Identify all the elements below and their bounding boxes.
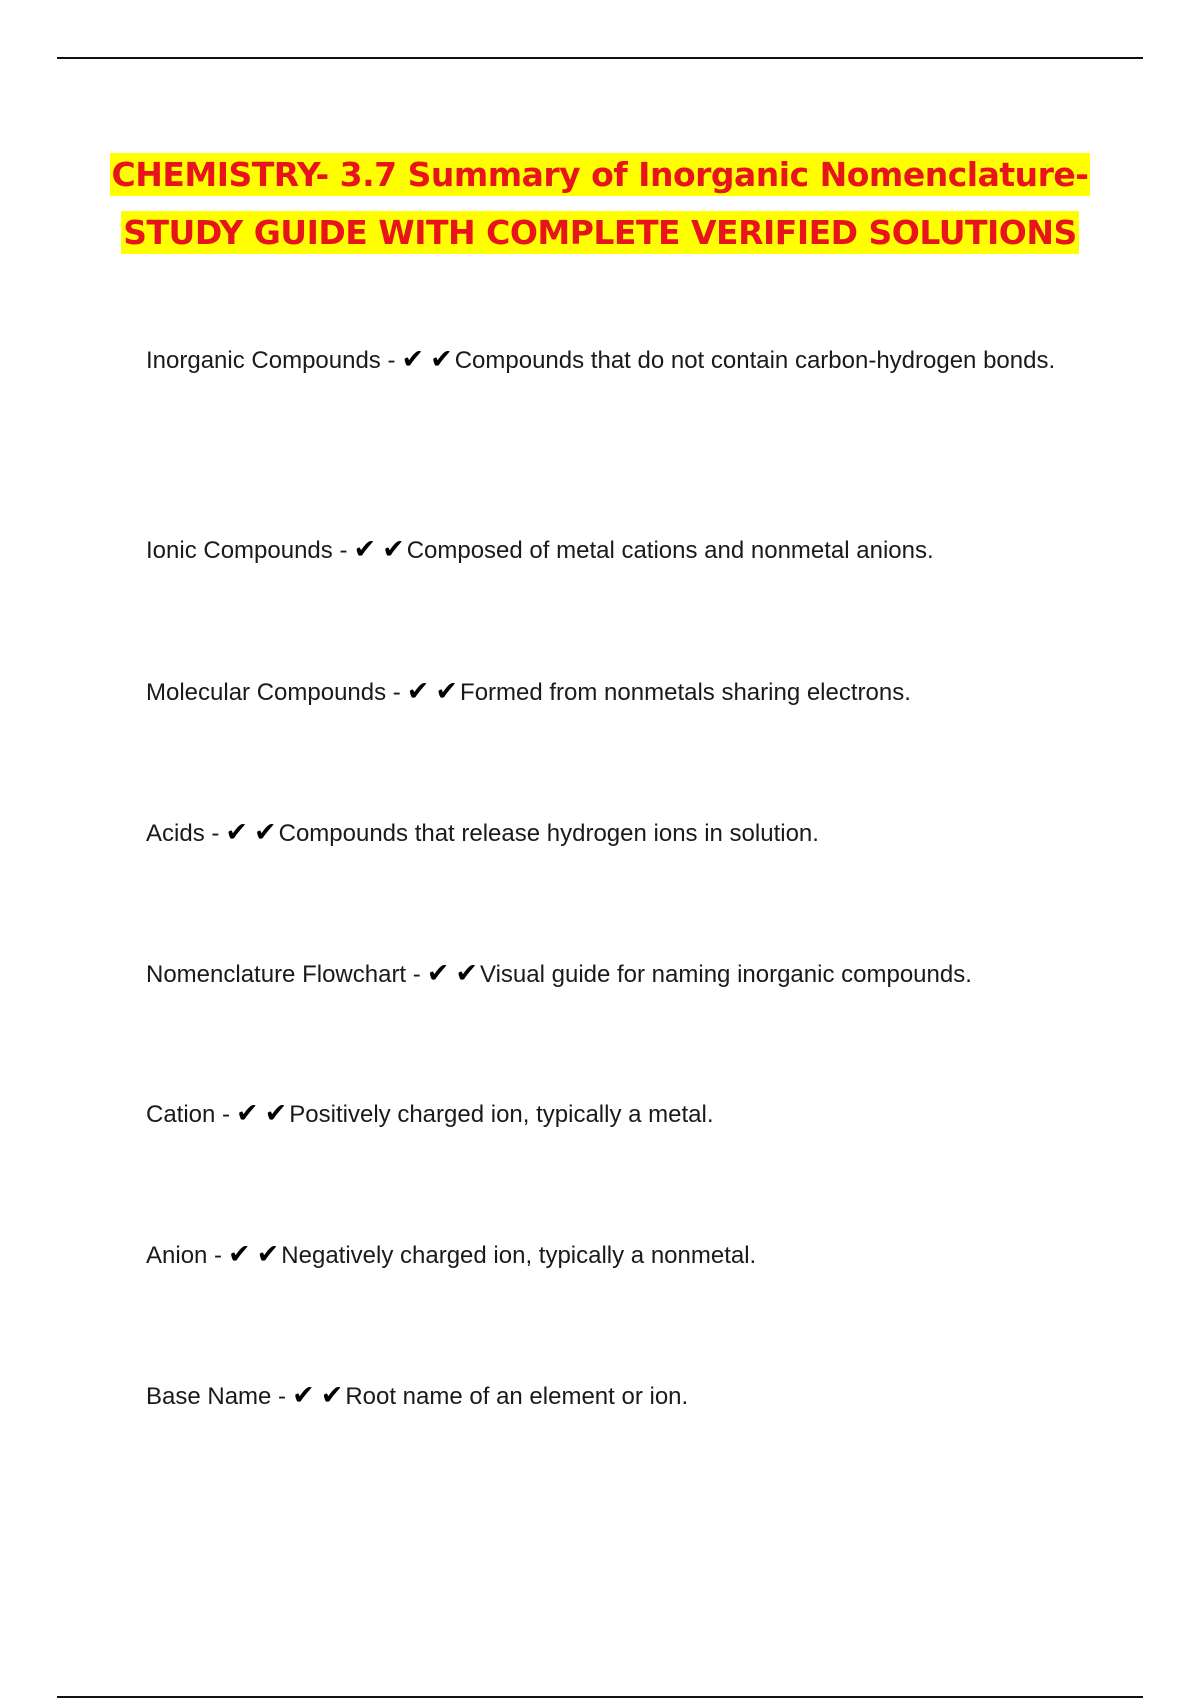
check-icon: ✔ xyxy=(455,958,479,989)
check-icon: ✔ xyxy=(401,344,425,375)
check-icon: ✔ xyxy=(406,676,430,707)
check-icon: ✔ xyxy=(228,1239,251,1270)
document-title xyxy=(80,146,1120,262)
entry-definition: Compounds that release hydrogen ions in solution. xyxy=(278,820,819,847)
entry-ionic-compounds xyxy=(146,524,1086,577)
entry-cation xyxy=(146,1088,1086,1141)
entry-definition: Visual guide for naming inorganic compounds. xyxy=(480,961,972,988)
bottom-rule xyxy=(57,1696,1143,1698)
entry-term: Base Name - xyxy=(146,1383,287,1410)
check-icon: ✔ xyxy=(264,1098,288,1129)
check-icon: ✔ xyxy=(353,534,377,565)
entry-definition: Negatively charged ion, typically a nonmetal. xyxy=(281,1242,757,1269)
entry-term: Inorganic Compounds - xyxy=(146,347,396,374)
entry-term: Anion - xyxy=(146,1242,223,1269)
check-icon: ✔ xyxy=(225,817,248,848)
check-icon: ✔ xyxy=(430,344,453,375)
check-icon: ✔ xyxy=(253,817,277,848)
entry-definition: Positively charged ion, typically a metal. xyxy=(289,1101,714,1128)
entry-term: Cation - xyxy=(146,1101,231,1128)
entry-definition: Compounds that do not contain carbon-hydrogen bonds. xyxy=(454,347,1056,374)
entry-molecular-compounds xyxy=(146,666,1086,719)
check-icon: ✔ xyxy=(426,958,450,989)
entry-anion xyxy=(146,1229,1086,1282)
entry-nomenclature-flowchart xyxy=(146,948,1086,1001)
entry-term: Acids - xyxy=(146,820,220,847)
check-icon: ✔ xyxy=(435,676,459,707)
check-icon: ✔ xyxy=(320,1380,344,1411)
entry-term: Nomenclature Flowchart - xyxy=(146,961,421,988)
entry-definition: Formed from nonmetals sharing electrons. xyxy=(460,679,911,706)
check-icon: ✔ xyxy=(236,1098,259,1129)
top-rule xyxy=(57,57,1143,59)
entry-definition: Composed of metal cations and nonmetal anions. xyxy=(406,537,934,564)
entry-term: Ionic Compounds - xyxy=(146,537,348,564)
entry-base-name xyxy=(146,1370,1086,1423)
check-icon: ✔ xyxy=(256,1239,280,1270)
check-icon: ✔ xyxy=(382,534,405,565)
entry-definition: Root name of an element or ion. xyxy=(345,1383,689,1410)
check-icon: ✔ xyxy=(292,1380,315,1411)
entry-inorganic-compounds xyxy=(146,334,1086,387)
entry-term: Molecular Compounds - xyxy=(146,679,401,706)
title-highlight: CHEMISTRY- 3.7 Summary of Inorganic Nomenclature- STUDY GUIDE WITH COMPLETE VERIFIED SOLUTIONS xyxy=(111,155,1089,252)
entry-acids xyxy=(146,807,1086,860)
